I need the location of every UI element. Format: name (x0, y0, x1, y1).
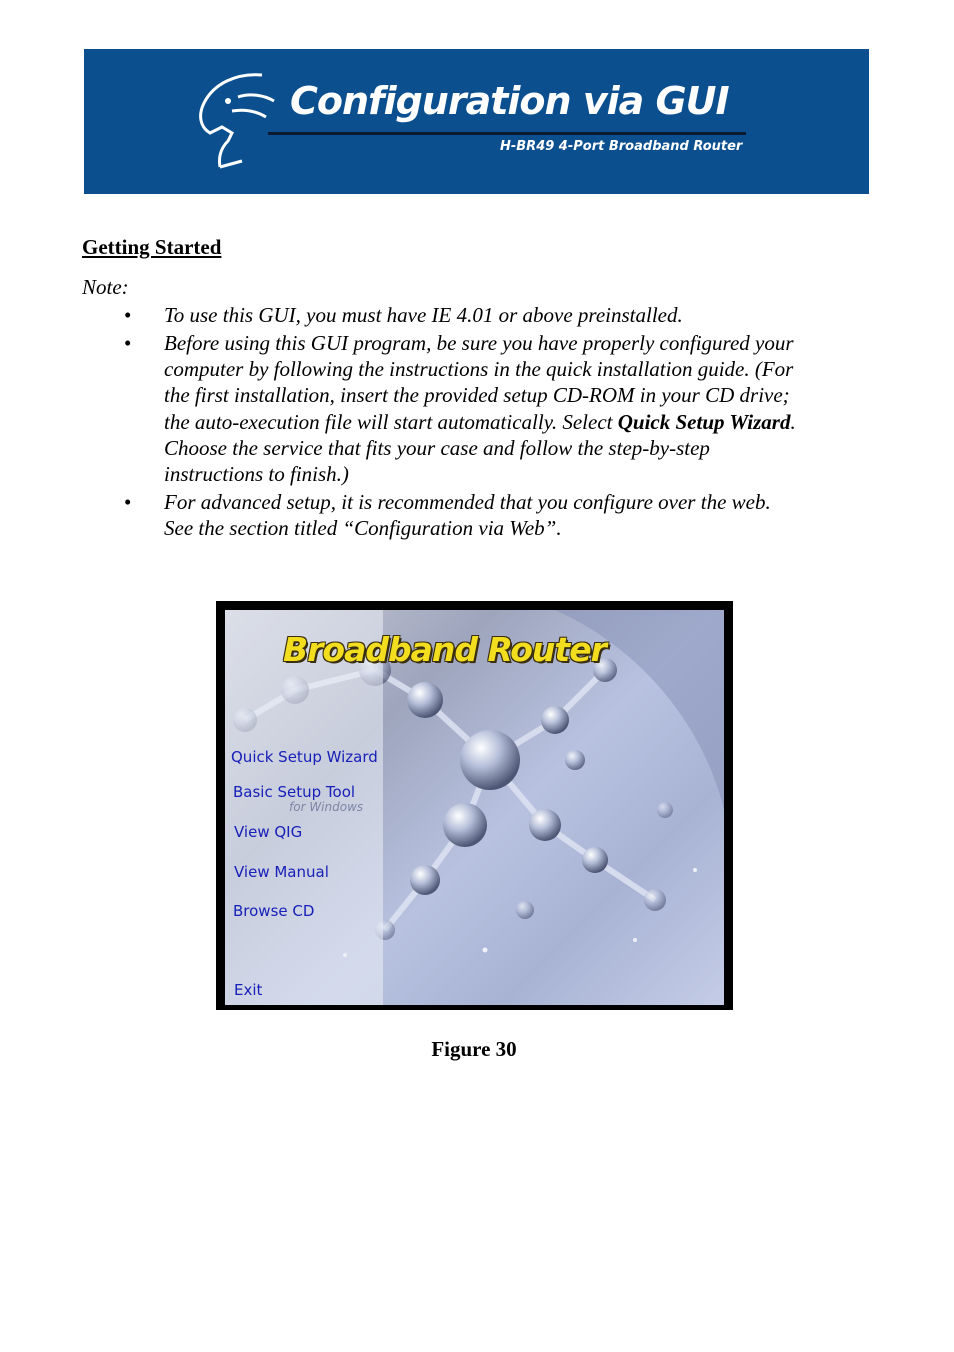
note-label: Note: (82, 275, 129, 299)
bullet-emphasis: Quick Setup Wizard (617, 409, 791, 434)
autorun-window-content (225, 610, 724, 1005)
bullet-icon: • (124, 330, 132, 355)
figure-caption (0, 1037, 954, 1062)
section-heading: Getting Started (82, 235, 222, 259)
bullet-icon: • (124, 303, 132, 327)
menu-view-qig[interactable]: View QIG (234, 823, 303, 841)
figure-caption-text: Figure 30 (431, 1037, 517, 1061)
banner-title: Configuration via GUI (290, 79, 729, 123)
app-title: Broadband Router (283, 630, 606, 669)
list-item (82, 489, 802, 542)
menu-quick-setup-wizard[interactable]: Quick Setup Wizard (231, 748, 378, 766)
banner-subtitle: H-BR49 4-Port Broadband Router (500, 139, 743, 154)
menu-basic-setup-tool[interactable]: Basic Setup Tool (233, 783, 356, 801)
menu-browse-cd[interactable]: Browse CD (233, 902, 315, 920)
bullet-text: For advanced setup, it is recommended that you configure over the web. See the section titled “Configuration via Web”. (164, 490, 771, 541)
menu-view-manual[interactable]: View Manual (234, 863, 329, 881)
bullet-text: To use this GUI, you must have IE 4.01 or above preinstalled. (164, 303, 683, 327)
menu-basic-setup-subtitle: for Windows (289, 800, 364, 814)
autorun-window-screenshot (216, 601, 733, 1010)
list-item (82, 302, 802, 328)
eagle-head-logo-icon (192, 67, 282, 172)
header-banner (84, 49, 869, 194)
bullet-icon: • (124, 490, 132, 515)
menu-exit[interactable]: Exit (234, 981, 263, 999)
bullet-text: Before using this GUI program, be sure you have properly configured your computer by following the instructions in the quick installation guide. (For the first installation, insert the provided setup CD-ROM in your CD drive; the auto-execution file will start automatically. Select (164, 330, 794, 434)
note-list (82, 302, 802, 543)
bullet-text: . Choose the service that fits your case and follow the step-by-step instructions to finish.) (164, 409, 796, 487)
list-item (82, 330, 802, 488)
banner-divider (268, 132, 746, 135)
